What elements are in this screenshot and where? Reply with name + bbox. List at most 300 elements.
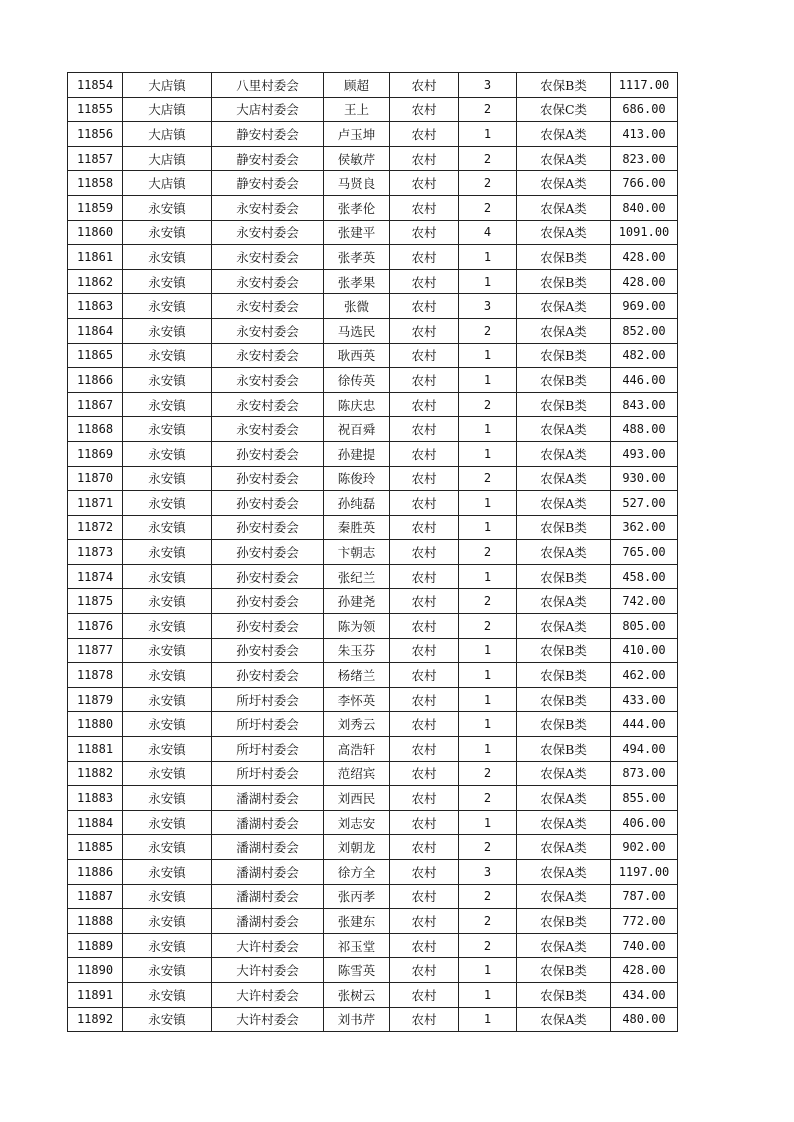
household-type-cell: 农村 bbox=[390, 638, 459, 663]
insurance-category-cell: 农保B类 bbox=[517, 909, 611, 934]
town-cell: 永安镇 bbox=[123, 294, 212, 319]
person-name-cell: 陈为领 bbox=[324, 614, 390, 639]
town-cell: 永安镇 bbox=[123, 687, 212, 712]
household-type-cell: 农村 bbox=[390, 515, 459, 540]
person-name-cell: 刘西民 bbox=[324, 786, 390, 811]
town-cell: 永安镇 bbox=[123, 982, 212, 1007]
household-type-cell: 农村 bbox=[390, 712, 459, 737]
amount-cell: 840.00 bbox=[611, 195, 678, 220]
village-committee-cell: 大店村委会 bbox=[212, 97, 324, 122]
member-count-cell: 1 bbox=[459, 491, 517, 516]
amount-cell: 433.00 bbox=[611, 687, 678, 712]
table-row bbox=[68, 737, 678, 762]
person-name-cell: 徐传英 bbox=[324, 368, 390, 393]
record-id-cell: 11857 bbox=[68, 146, 123, 171]
table-row bbox=[68, 73, 678, 98]
member-count-cell: 1 bbox=[459, 663, 517, 688]
village-committee-cell: 所圩村委会 bbox=[212, 712, 324, 737]
member-count-cell: 3 bbox=[459, 860, 517, 885]
town-cell: 永安镇 bbox=[123, 195, 212, 220]
person-name-cell: 顾超 bbox=[324, 73, 390, 98]
record-id-cell: 11866 bbox=[68, 368, 123, 393]
record-id-cell: 11861 bbox=[68, 245, 123, 270]
amount-cell: 823.00 bbox=[611, 146, 678, 171]
village-committee-cell: 孙安村委会 bbox=[212, 491, 324, 516]
village-committee-cell: 永安村委会 bbox=[212, 245, 324, 270]
table-row bbox=[68, 614, 678, 639]
insurance-category-cell: 农保A类 bbox=[517, 466, 611, 491]
household-type-cell: 农村 bbox=[390, 417, 459, 442]
town-cell: 永安镇 bbox=[123, 491, 212, 516]
person-name-cell: 耿西英 bbox=[324, 343, 390, 368]
amount-cell: 480.00 bbox=[611, 1007, 678, 1032]
insurance-category-cell: 农保A类 bbox=[517, 589, 611, 614]
person-name-cell: 张建东 bbox=[324, 909, 390, 934]
member-count-cell: 1 bbox=[459, 245, 517, 270]
record-id-cell: 11885 bbox=[68, 835, 123, 860]
record-id-cell: 11890 bbox=[68, 958, 123, 983]
insurance-category-cell: 农保B类 bbox=[517, 368, 611, 393]
table-row bbox=[68, 638, 678, 663]
village-committee-cell: 永安村委会 bbox=[212, 368, 324, 393]
town-cell: 永安镇 bbox=[123, 540, 212, 565]
household-type-cell: 农村 bbox=[390, 368, 459, 393]
amount-cell: 742.00 bbox=[611, 589, 678, 614]
amount-cell: 462.00 bbox=[611, 663, 678, 688]
member-count-cell: 2 bbox=[459, 392, 517, 417]
table-row bbox=[68, 712, 678, 737]
town-cell: 永安镇 bbox=[123, 712, 212, 737]
insurance-category-cell: 农保B类 bbox=[517, 343, 611, 368]
insurance-category-cell: 农保A类 bbox=[517, 146, 611, 171]
member-count-cell: 1 bbox=[459, 368, 517, 393]
member-count-cell: 4 bbox=[459, 220, 517, 245]
record-id-cell: 11886 bbox=[68, 860, 123, 885]
record-id-cell: 11860 bbox=[68, 220, 123, 245]
village-committee-cell: 永安村委会 bbox=[212, 343, 324, 368]
table-row bbox=[68, 663, 678, 688]
insurance-category-cell: 农保A类 bbox=[517, 860, 611, 885]
record-id-cell: 11870 bbox=[68, 466, 123, 491]
insurance-category-cell: 农保A类 bbox=[517, 761, 611, 786]
household-type-cell: 农村 bbox=[390, 343, 459, 368]
table-row bbox=[68, 786, 678, 811]
amount-cell: 444.00 bbox=[611, 712, 678, 737]
table-row bbox=[68, 564, 678, 589]
person-name-cell: 王上 bbox=[324, 97, 390, 122]
amount-cell: 1117.00 bbox=[611, 73, 678, 98]
insurance-category-cell: 农保A类 bbox=[517, 122, 611, 147]
village-committee-cell: 孙安村委会 bbox=[212, 540, 324, 565]
person-name-cell: 侯敏芹 bbox=[324, 146, 390, 171]
person-name-cell: 祝百舜 bbox=[324, 417, 390, 442]
insurance-category-cell: 农保B类 bbox=[517, 663, 611, 688]
insurance-category-cell: 农保B类 bbox=[517, 392, 611, 417]
record-id-cell: 11859 bbox=[68, 195, 123, 220]
amount-cell: 766.00 bbox=[611, 171, 678, 196]
household-type-cell: 农村 bbox=[390, 958, 459, 983]
person-name-cell: 张微 bbox=[324, 294, 390, 319]
amount-cell: 855.00 bbox=[611, 786, 678, 811]
amount-cell: 1197.00 bbox=[611, 860, 678, 885]
town-cell: 大店镇 bbox=[123, 73, 212, 98]
member-count-cell: 1 bbox=[459, 417, 517, 442]
person-name-cell: 马贤良 bbox=[324, 171, 390, 196]
town-cell: 永安镇 bbox=[123, 417, 212, 442]
amount-cell: 787.00 bbox=[611, 884, 678, 909]
insurance-category-cell: 农保B类 bbox=[517, 958, 611, 983]
table-row bbox=[68, 441, 678, 466]
member-count-cell: 1 bbox=[459, 343, 517, 368]
member-count-cell: 1 bbox=[459, 712, 517, 737]
table-row bbox=[68, 909, 678, 934]
member-count-cell: 1 bbox=[459, 1007, 517, 1032]
record-id-cell: 11887 bbox=[68, 884, 123, 909]
household-type-cell: 农村 bbox=[390, 737, 459, 762]
village-committee-cell: 孙安村委会 bbox=[212, 663, 324, 688]
record-id-cell: 11879 bbox=[68, 687, 123, 712]
member-count-cell: 1 bbox=[459, 515, 517, 540]
record-id-cell: 11862 bbox=[68, 269, 123, 294]
amount-cell: 805.00 bbox=[611, 614, 678, 639]
person-name-cell: 杨绪兰 bbox=[324, 663, 390, 688]
member-count-cell: 2 bbox=[459, 884, 517, 909]
record-id-cell: 11868 bbox=[68, 417, 123, 442]
village-committee-cell: 所圩村委会 bbox=[212, 737, 324, 762]
table-row bbox=[68, 810, 678, 835]
amount-cell: 428.00 bbox=[611, 245, 678, 270]
member-count-cell: 1 bbox=[459, 737, 517, 762]
insurance-category-cell: 农保B类 bbox=[517, 245, 611, 270]
person-name-cell: 张树云 bbox=[324, 982, 390, 1007]
person-name-cell: 孙建提 bbox=[324, 441, 390, 466]
insurance-category-cell: 农保A类 bbox=[517, 171, 611, 196]
person-name-cell: 陈庆忠 bbox=[324, 392, 390, 417]
household-type-cell: 农村 bbox=[390, 1007, 459, 1032]
record-id-cell: 11892 bbox=[68, 1007, 123, 1032]
amount-cell: 410.00 bbox=[611, 638, 678, 663]
insurance-category-cell: 农保B类 bbox=[517, 982, 611, 1007]
amount-cell: 843.00 bbox=[611, 392, 678, 417]
amount-cell: 428.00 bbox=[611, 269, 678, 294]
amount-cell: 413.00 bbox=[611, 122, 678, 147]
amount-cell: 852.00 bbox=[611, 318, 678, 343]
insurance-category-cell: 农保A类 bbox=[517, 220, 611, 245]
record-id-cell: 11864 bbox=[68, 318, 123, 343]
table-row bbox=[68, 491, 678, 516]
household-type-cell: 农村 bbox=[390, 786, 459, 811]
table-row bbox=[68, 97, 678, 122]
person-name-cell: 卢玉坤 bbox=[324, 122, 390, 147]
village-committee-cell: 静安村委会 bbox=[212, 146, 324, 171]
household-type-cell: 农村 bbox=[390, 245, 459, 270]
village-committee-cell: 永安村委会 bbox=[212, 195, 324, 220]
record-id-cell: 11883 bbox=[68, 786, 123, 811]
village-committee-cell: 所圩村委会 bbox=[212, 687, 324, 712]
table-row bbox=[68, 294, 678, 319]
insurance-category-cell: 农保A类 bbox=[517, 835, 611, 860]
town-cell: 永安镇 bbox=[123, 786, 212, 811]
table-row bbox=[68, 761, 678, 786]
table-row bbox=[68, 958, 678, 983]
person-name-cell: 李怀英 bbox=[324, 687, 390, 712]
town-cell: 永安镇 bbox=[123, 933, 212, 958]
member-count-cell: 2 bbox=[459, 171, 517, 196]
village-committee-cell: 孙安村委会 bbox=[212, 466, 324, 491]
household-type-cell: 农村 bbox=[390, 73, 459, 98]
household-type-cell: 农村 bbox=[390, 171, 459, 196]
village-committee-cell: 静安村委会 bbox=[212, 122, 324, 147]
town-cell: 永安镇 bbox=[123, 368, 212, 393]
village-committee-cell: 八里村委会 bbox=[212, 73, 324, 98]
insurance-category-cell: 农保A类 bbox=[517, 318, 611, 343]
insurance-category-cell: 农保B类 bbox=[517, 687, 611, 712]
village-committee-cell: 大许村委会 bbox=[212, 982, 324, 1007]
town-cell: 永安镇 bbox=[123, 884, 212, 909]
member-count-cell: 2 bbox=[459, 589, 517, 614]
insurance-category-cell: 农保A类 bbox=[517, 786, 611, 811]
insurance-category-cell: 农保C类 bbox=[517, 97, 611, 122]
town-cell: 永安镇 bbox=[123, 441, 212, 466]
household-type-cell: 农村 bbox=[390, 97, 459, 122]
record-id-cell: 11863 bbox=[68, 294, 123, 319]
town-cell: 永安镇 bbox=[123, 466, 212, 491]
town-cell: 永安镇 bbox=[123, 638, 212, 663]
insurance-category-cell: 农保A类 bbox=[517, 195, 611, 220]
town-cell: 永安镇 bbox=[123, 614, 212, 639]
record-id-cell: 11880 bbox=[68, 712, 123, 737]
insurance-category-cell: 农保B类 bbox=[517, 269, 611, 294]
table-row bbox=[68, 515, 678, 540]
member-count-cell: 2 bbox=[459, 786, 517, 811]
insurance-category-cell: 农保B类 bbox=[517, 564, 611, 589]
member-count-cell: 3 bbox=[459, 73, 517, 98]
data-table bbox=[67, 72, 678, 1032]
town-cell: 永安镇 bbox=[123, 220, 212, 245]
household-type-cell: 农村 bbox=[390, 835, 459, 860]
insurance-category-cell: 农保A类 bbox=[517, 884, 611, 909]
insurance-category-cell: 农保A类 bbox=[517, 491, 611, 516]
record-id-cell: 11869 bbox=[68, 441, 123, 466]
member-count-cell: 2 bbox=[459, 146, 517, 171]
record-id-cell: 11858 bbox=[68, 171, 123, 196]
record-id-cell: 11854 bbox=[68, 73, 123, 98]
amount-cell: 428.00 bbox=[611, 958, 678, 983]
village-committee-cell: 静安村委会 bbox=[212, 171, 324, 196]
table-row bbox=[68, 368, 678, 393]
household-type-cell: 农村 bbox=[390, 441, 459, 466]
village-committee-cell: 永安村委会 bbox=[212, 417, 324, 442]
person-name-cell: 徐方全 bbox=[324, 860, 390, 885]
person-name-cell: 朱玉芬 bbox=[324, 638, 390, 663]
village-committee-cell: 潘湖村委会 bbox=[212, 909, 324, 934]
table-row bbox=[68, 982, 678, 1007]
member-count-cell: 1 bbox=[459, 982, 517, 1007]
town-cell: 永安镇 bbox=[123, 269, 212, 294]
household-type-cell: 农村 bbox=[390, 466, 459, 491]
member-count-cell: 2 bbox=[459, 97, 517, 122]
amount-cell: 406.00 bbox=[611, 810, 678, 835]
amount-cell: 482.00 bbox=[611, 343, 678, 368]
table-row bbox=[68, 687, 678, 712]
member-count-cell: 1 bbox=[459, 958, 517, 983]
town-cell: 永安镇 bbox=[123, 589, 212, 614]
record-id-cell: 11878 bbox=[68, 663, 123, 688]
table-row bbox=[68, 933, 678, 958]
amount-cell: 494.00 bbox=[611, 737, 678, 762]
record-id-cell: 11884 bbox=[68, 810, 123, 835]
member-count-cell: 2 bbox=[459, 761, 517, 786]
town-cell: 永安镇 bbox=[123, 1007, 212, 1032]
village-committee-cell: 永安村委会 bbox=[212, 269, 324, 294]
town-cell: 永安镇 bbox=[123, 663, 212, 688]
member-count-cell: 1 bbox=[459, 810, 517, 835]
person-name-cell: 祁玉堂 bbox=[324, 933, 390, 958]
person-name-cell: 马选民 bbox=[324, 318, 390, 343]
table-row bbox=[68, 245, 678, 270]
insurance-category-cell: 农保B类 bbox=[517, 73, 611, 98]
table-row bbox=[68, 195, 678, 220]
insurance-category-cell: 农保B类 bbox=[517, 638, 611, 663]
person-name-cell: 张纪兰 bbox=[324, 564, 390, 589]
town-cell: 永安镇 bbox=[123, 318, 212, 343]
household-type-cell: 农村 bbox=[390, 491, 459, 516]
person-name-cell: 张孝英 bbox=[324, 245, 390, 270]
table-row bbox=[68, 122, 678, 147]
table-row bbox=[68, 171, 678, 196]
town-cell: 永安镇 bbox=[123, 564, 212, 589]
record-id-cell: 11871 bbox=[68, 491, 123, 516]
town-cell: 永安镇 bbox=[123, 810, 212, 835]
town-cell: 永安镇 bbox=[123, 343, 212, 368]
household-type-cell: 农村 bbox=[390, 860, 459, 885]
insurance-category-cell: 农保A类 bbox=[517, 540, 611, 565]
table-row bbox=[68, 860, 678, 885]
town-cell: 大店镇 bbox=[123, 97, 212, 122]
insurance-category-cell: 农保A类 bbox=[517, 933, 611, 958]
insurance-category-cell: 农保B类 bbox=[517, 712, 611, 737]
household-type-cell: 农村 bbox=[390, 269, 459, 294]
household-type-cell: 农村 bbox=[390, 564, 459, 589]
record-id-cell: 11865 bbox=[68, 343, 123, 368]
village-committee-cell: 大许村委会 bbox=[212, 933, 324, 958]
household-type-cell: 农村 bbox=[390, 663, 459, 688]
record-id-cell: 11881 bbox=[68, 737, 123, 762]
village-committee-cell: 潘湖村委会 bbox=[212, 786, 324, 811]
person-name-cell: 张丙孝 bbox=[324, 884, 390, 909]
amount-cell: 493.00 bbox=[611, 441, 678, 466]
member-count-cell: 2 bbox=[459, 835, 517, 860]
household-type-cell: 农村 bbox=[390, 982, 459, 1007]
table-row bbox=[68, 146, 678, 171]
member-count-cell: 2 bbox=[459, 540, 517, 565]
insurance-category-cell: 农保B类 bbox=[517, 737, 611, 762]
village-committee-cell: 所圩村委会 bbox=[212, 761, 324, 786]
household-type-cell: 农村 bbox=[390, 122, 459, 147]
insurance-category-cell: 农保A类 bbox=[517, 1007, 611, 1032]
village-committee-cell: 大许村委会 bbox=[212, 1007, 324, 1032]
amount-cell: 772.00 bbox=[611, 909, 678, 934]
member-count-cell: 1 bbox=[459, 687, 517, 712]
village-committee-cell: 永安村委会 bbox=[212, 392, 324, 417]
village-committee-cell: 潘湖村委会 bbox=[212, 860, 324, 885]
table-row bbox=[68, 589, 678, 614]
member-count-cell: 1 bbox=[459, 269, 517, 294]
household-type-cell: 农村 bbox=[390, 687, 459, 712]
person-name-cell: 孙建尧 bbox=[324, 589, 390, 614]
record-id-cell: 11867 bbox=[68, 392, 123, 417]
town-cell: 永安镇 bbox=[123, 860, 212, 885]
town-cell: 永安镇 bbox=[123, 737, 212, 762]
person-name-cell: 张孝果 bbox=[324, 269, 390, 294]
village-committee-cell: 永安村委会 bbox=[212, 220, 324, 245]
town-cell: 永安镇 bbox=[123, 761, 212, 786]
insurance-category-cell: 农保A类 bbox=[517, 441, 611, 466]
record-id-cell: 11872 bbox=[68, 515, 123, 540]
household-type-cell: 农村 bbox=[390, 933, 459, 958]
amount-cell: 488.00 bbox=[611, 417, 678, 442]
person-name-cell: 秦胜英 bbox=[324, 515, 390, 540]
record-id-cell: 11877 bbox=[68, 638, 123, 663]
amount-cell: 1091.00 bbox=[611, 220, 678, 245]
record-id-cell: 11882 bbox=[68, 761, 123, 786]
town-cell: 大店镇 bbox=[123, 171, 212, 196]
person-name-cell: 陈雪英 bbox=[324, 958, 390, 983]
village-committee-cell: 潘湖村委会 bbox=[212, 884, 324, 909]
village-committee-cell: 大许村委会 bbox=[212, 958, 324, 983]
record-id-cell: 11876 bbox=[68, 614, 123, 639]
amount-cell: 362.00 bbox=[611, 515, 678, 540]
insurance-category-cell: 农保A类 bbox=[517, 417, 611, 442]
village-committee-cell: 孙安村委会 bbox=[212, 441, 324, 466]
amount-cell: 458.00 bbox=[611, 564, 678, 589]
amount-cell: 446.00 bbox=[611, 368, 678, 393]
household-type-cell: 农村 bbox=[390, 318, 459, 343]
amount-cell: 765.00 bbox=[611, 540, 678, 565]
amount-cell: 740.00 bbox=[611, 933, 678, 958]
village-committee-cell: 孙安村委会 bbox=[212, 564, 324, 589]
table-row bbox=[68, 269, 678, 294]
amount-cell: 969.00 bbox=[611, 294, 678, 319]
table-body bbox=[68, 73, 678, 1032]
person-name-cell: 陈俊玲 bbox=[324, 466, 390, 491]
amount-cell: 686.00 bbox=[611, 97, 678, 122]
table-row bbox=[68, 466, 678, 491]
village-committee-cell: 潘湖村委会 bbox=[212, 835, 324, 860]
person-name-cell: 刘书芹 bbox=[324, 1007, 390, 1032]
record-id-cell: 11855 bbox=[68, 97, 123, 122]
table-row bbox=[68, 540, 678, 565]
household-type-cell: 农村 bbox=[390, 761, 459, 786]
insurance-category-cell: 农保B类 bbox=[517, 515, 611, 540]
household-type-cell: 农村 bbox=[390, 146, 459, 171]
member-count-cell: 2 bbox=[459, 933, 517, 958]
member-count-cell: 1 bbox=[459, 441, 517, 466]
village-committee-cell: 孙安村委会 bbox=[212, 638, 324, 663]
household-type-cell: 农村 bbox=[390, 294, 459, 319]
table-row bbox=[68, 884, 678, 909]
person-name-cell: 高浩轩 bbox=[324, 737, 390, 762]
person-name-cell: 刘秀云 bbox=[324, 712, 390, 737]
person-name-cell: 张孝伦 bbox=[324, 195, 390, 220]
household-type-cell: 农村 bbox=[390, 392, 459, 417]
record-id-cell: 11891 bbox=[68, 982, 123, 1007]
member-count-cell: 2 bbox=[459, 318, 517, 343]
town-cell: 永安镇 bbox=[123, 245, 212, 270]
amount-cell: 434.00 bbox=[611, 982, 678, 1007]
town-cell: 永安镇 bbox=[123, 392, 212, 417]
town-cell: 大店镇 bbox=[123, 122, 212, 147]
